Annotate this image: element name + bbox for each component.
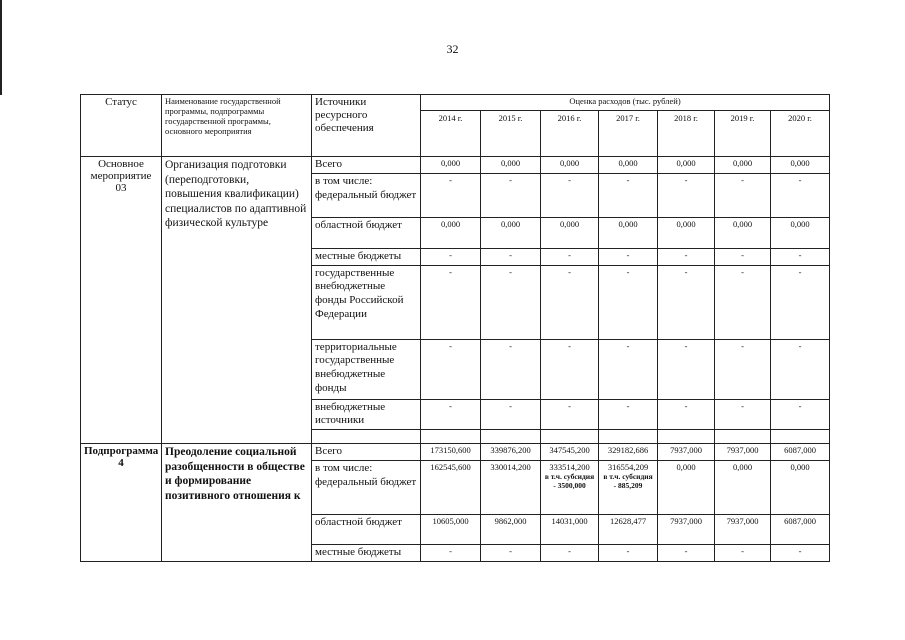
- value-cell: 0,000: [658, 460, 715, 514]
- header-row-1: [81, 95, 830, 111]
- source-cell: Всего: [312, 157, 421, 174]
- value-cell: 0,000: [541, 157, 599, 174]
- value-cell: -: [658, 339, 715, 399]
- value-cell: 9862,000: [481, 514, 541, 544]
- value-cell: 0,000: [481, 217, 541, 248]
- value-cell: 0,000: [715, 157, 771, 174]
- source-cell: в том числе: федеральный бюджет: [312, 173, 421, 217]
- value-cell: -: [715, 173, 771, 217]
- source-cell: местные бюджеты: [312, 248, 421, 265]
- value-cell: -: [658, 265, 715, 339]
- value-text: 333514,200: [549, 461, 590, 472]
- table-row: [81, 157, 830, 174]
- name-cell: Преодоление социальной разобщенности в обществе и формирование позитивного отношения к: [162, 444, 312, 562]
- value-cell: -: [599, 173, 658, 217]
- header-name: Наименование государственной программы, подпрограммы государственной программы, основного мероприятия: [162, 95, 312, 157]
- value-cell: 7937,000: [658, 514, 715, 544]
- value-cell: -: [715, 544, 771, 561]
- value-cell: -: [771, 173, 830, 217]
- value-cell: -: [481, 173, 541, 217]
- source-cell: территориальные государственные внебюджетные фонды: [312, 339, 421, 399]
- year-header: 2015 г.: [481, 111, 541, 157]
- empty-cell: [658, 430, 715, 444]
- value-cell: -: [421, 265, 481, 339]
- value-cell: -: [658, 399, 715, 430]
- value-cell: -: [421, 173, 481, 217]
- value-cell: -: [421, 399, 481, 430]
- value-cell: -: [481, 248, 541, 265]
- year-header: 2017 г.: [599, 111, 658, 157]
- year-header: 2019 г.: [715, 111, 771, 157]
- value-cell: 7937,000: [715, 514, 771, 544]
- value-cell: 0,000: [715, 460, 771, 514]
- status-cell: Подпрограмма 4: [81, 444, 162, 562]
- header-cost-estimate: Оценка расходов (тыс. рублей): [421, 95, 830, 111]
- year-header: 2018 г.: [658, 111, 715, 157]
- year-header: 2020 г.: [771, 111, 830, 157]
- value-cell: 10605,000: [421, 514, 481, 544]
- header-sources: Источники ресурсного обеспечения: [312, 95, 421, 157]
- table-row: [81, 444, 830, 461]
- value-cell: 6087,000: [771, 444, 830, 461]
- value-cell: -: [658, 173, 715, 217]
- value-cell: -: [541, 544, 599, 561]
- value-cell: -: [421, 544, 481, 561]
- source-cell: местные бюджеты: [312, 544, 421, 561]
- value-cell: -: [599, 399, 658, 430]
- value-cell: -: [541, 248, 599, 265]
- value-cell: -: [658, 544, 715, 561]
- empty-cell: [421, 430, 481, 444]
- source-cell: областной бюджет: [312, 514, 421, 544]
- empty-cell: [541, 430, 599, 444]
- source-cell: внебюджетные источники: [312, 399, 421, 430]
- value-cell: 0,000: [481, 157, 541, 174]
- value-cell: -: [771, 265, 830, 339]
- value-cell: -: [715, 265, 771, 339]
- value-cell: 0,000: [421, 217, 481, 248]
- source-cell: государственные внебюджетные фонды Российской Федерации: [312, 265, 421, 339]
- value-cell-with-note: [541, 460, 599, 514]
- header-status: Статус: [81, 95, 162, 157]
- year-header: 2014 г.: [421, 111, 481, 157]
- value-cell: -: [541, 173, 599, 217]
- value-cell: -: [541, 265, 599, 339]
- name-cell: Организация подготовки (переподготовки, повышения квалификации) специалистов по адаптивной физической культуре: [162, 157, 312, 444]
- value-cell: -: [715, 399, 771, 430]
- value-cell: -: [421, 339, 481, 399]
- subsidy-note: в т.ч. субсидия - 3500,000: [544, 471, 595, 490]
- value-cell: 0,000: [421, 157, 481, 174]
- value-cell: -: [715, 248, 771, 265]
- value-cell: -: [421, 248, 481, 265]
- subsidy-note: в т.ч. субсидия - 885,209: [603, 471, 653, 490]
- value-cell: -: [481, 544, 541, 561]
- value-cell: 0,000: [771, 217, 830, 248]
- source-cell: в том числе: федеральный бюджет: [312, 460, 421, 514]
- page-number: 32: [446, 42, 459, 56]
- value-cell: -: [599, 265, 658, 339]
- value-cell: -: [771, 399, 830, 430]
- value-cell: 12628,477: [599, 514, 658, 544]
- empty-cell: [715, 430, 771, 444]
- value-cell: -: [541, 399, 599, 430]
- year-header: 2016 г.: [541, 111, 599, 157]
- value-cell: 0,000: [771, 460, 830, 514]
- value-cell: 7937,000: [658, 444, 715, 461]
- source-cell: Всего: [312, 444, 421, 461]
- empty-cell: [771, 430, 830, 444]
- value-cell: 0,000: [658, 157, 715, 174]
- value-cell: 0,000: [658, 217, 715, 248]
- status-cell: Основное мероприятие 03: [81, 157, 162, 444]
- value-cell: 0,000: [771, 157, 830, 174]
- source-cell: областной бюджет: [312, 217, 421, 248]
- value-cell: 0,000: [541, 217, 599, 248]
- value-text: 316554,209: [607, 461, 649, 472]
- value-cell: -: [658, 248, 715, 265]
- value-cell: 339876,200: [481, 444, 541, 461]
- value-cell: 162545,600: [421, 460, 481, 514]
- value-cell: 0,000: [715, 217, 771, 248]
- value-cell: -: [771, 248, 830, 265]
- value-cell: -: [771, 339, 830, 399]
- value-cell: 6087,000: [771, 514, 830, 544]
- value-cell: 0,000: [599, 157, 658, 174]
- value-cell: -: [771, 544, 830, 561]
- value-cell-with-note: [599, 460, 658, 514]
- value-cell: 329182,686: [599, 444, 658, 461]
- value-cell: -: [599, 544, 658, 561]
- empty-cell: [312, 430, 421, 444]
- value-cell: -: [541, 339, 599, 399]
- value-cell: 0,000: [599, 217, 658, 248]
- value-cell: -: [481, 339, 541, 399]
- value-cell: -: [481, 399, 541, 430]
- value-cell: 7937,000: [715, 444, 771, 461]
- budget-table: [80, 94, 830, 562]
- value-cell: 347545,200: [541, 444, 599, 461]
- value-cell: -: [599, 339, 658, 399]
- value-cell: 173150,600: [421, 444, 481, 461]
- value-cell: -: [481, 265, 541, 339]
- value-cell: -: [599, 248, 658, 265]
- value-cell: 14031,000: [541, 514, 599, 544]
- value-cell: 330014,200: [481, 460, 541, 514]
- empty-cell: [599, 430, 658, 444]
- empty-cell: [481, 430, 541, 444]
- value-cell: -: [715, 339, 771, 399]
